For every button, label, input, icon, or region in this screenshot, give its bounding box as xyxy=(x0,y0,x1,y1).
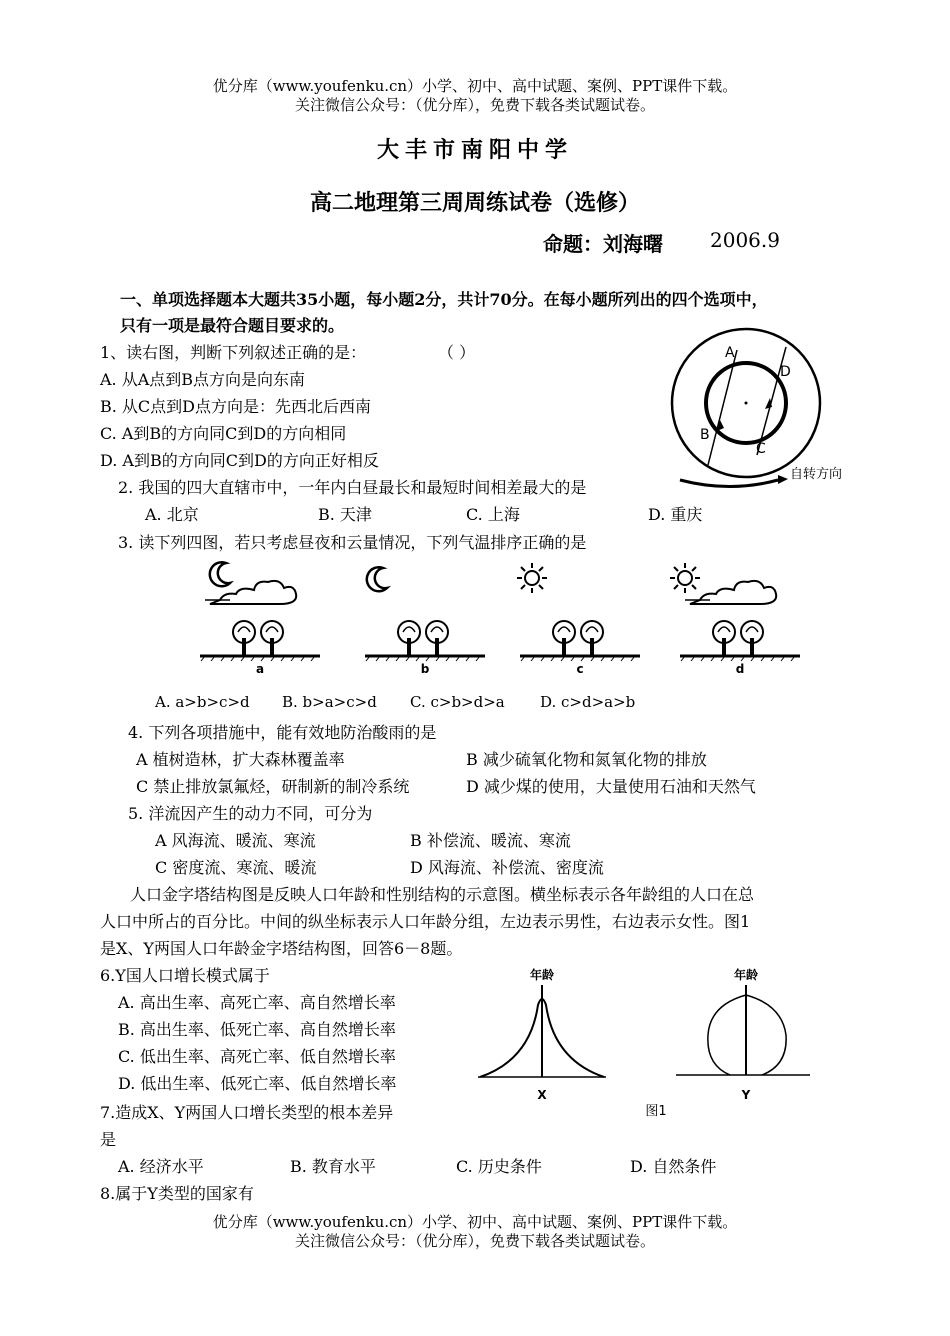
school-title: 大丰市南阳中学 xyxy=(376,137,573,163)
q7-option-d: D. 自然条件 xyxy=(630,1157,717,1176)
q7-option-a: A. 经济水平 xyxy=(118,1157,204,1176)
passage-line-3: 是X、Y两国人口年龄金字塔结构图，回答6－8题。 xyxy=(100,939,463,958)
q5-stem: 5. 洋流因产生的动力不同，可分为 xyxy=(128,804,373,823)
q3-option-d: D. c>d>a>b xyxy=(540,693,636,711)
q7-option-c: C. 历史条件 xyxy=(456,1157,542,1176)
q2-stem: 2. 我国的四大直辖市中，一年内白昼最长和最短时间相差最大的是 xyxy=(118,478,587,497)
q4-stem: 4. 下列各项措施中，能有效地防治酸雨的是 xyxy=(128,723,437,742)
q8-stem: 8.属于Y类型的国家有 xyxy=(100,1184,254,1203)
q7-stem-line-1: 7.造成X、Y两国人口增长类型的根本差异 xyxy=(100,1103,394,1122)
q3-stem: 3. 读下列四图，若只考虑昼夜和云量情况，下列气温排序正确的是 xyxy=(118,533,587,552)
svg-text:b: b xyxy=(420,662,430,676)
fig1-caption: 图1 xyxy=(645,1104,667,1119)
weather-figure-a xyxy=(200,562,320,676)
y-age-label: 年龄 xyxy=(733,968,759,982)
weather-figure-c xyxy=(517,563,640,676)
fig1-population-pyramids xyxy=(470,965,830,1125)
q5-option-b: B 补偿流、暖流、寒流 xyxy=(410,831,571,850)
x-label: X xyxy=(537,1088,547,1102)
point-b-label: B xyxy=(700,427,710,443)
q4-option-c: C 禁止排放氯氟烃，研制新的制冷系统 xyxy=(136,777,410,796)
q4-option-a: A 植树造林，扩大森林覆盖率 xyxy=(136,750,345,769)
header-line-2: 关注微信公众号：（优分库），免费下载各类试题试卷。 xyxy=(294,96,655,114)
passage-line-1: 人口金字塔结构图是反映人口年龄和性别结构的示意图。横坐标表示各年龄组的人口在总 xyxy=(130,885,755,904)
q2-option-b: B. 天津 xyxy=(318,505,372,524)
q3-option-b: B. b>a>c>d xyxy=(282,693,377,711)
q5-option-d: D 风海流、补偿流、密度流 xyxy=(410,858,604,877)
q7-option-b: B. 教育水平 xyxy=(290,1157,376,1176)
q5-option-c: C 密度流、寒流、暖流 xyxy=(155,858,317,877)
q6-stem: 6.Y国人口增长模式属于 xyxy=(100,966,270,985)
section-1-line-2: 只有一项是最符合题目要求的。 xyxy=(120,316,345,335)
q2-option-d: D. 重庆 xyxy=(648,505,703,524)
svg-text:c: c xyxy=(576,662,584,676)
passage-line-2: 人口中所占的百分比。中间的纵坐标表示人口年龄分组，左边表示男性，右边表示女性。图1 xyxy=(100,912,751,931)
footer-line-2: 关注微信公众号：（优分库），免费下载各类试题试卷。 xyxy=(294,1232,655,1250)
point-a-label: A xyxy=(725,345,735,361)
footer-line-1: 优分库（www.youfenku.cn）小学、初中、高中试题、案例、PPT课件下载。 xyxy=(212,1213,738,1231)
author: 命题：刘海曙 xyxy=(543,232,663,256)
exam-date: 2006.9 xyxy=(710,228,780,252)
q1-option-c: C. A到B的方向同C到D的方向相同 xyxy=(100,424,347,443)
q6-option-c: C. 低出生率、高死亡率、低自然增长率 xyxy=(118,1047,396,1066)
q1-stem: 1、读右图，判断下列叙述正确的是： xyxy=(100,343,367,362)
exam-title: 高二地理第三周周练试卷（选修） xyxy=(309,190,640,216)
q1-answer-paren: （ ） xyxy=(438,343,476,362)
q4-option-b: B 减少硫氧化物和氮氧化物的排放 xyxy=(466,750,707,769)
weather-figure-b xyxy=(365,567,485,676)
x-age-label: 年龄 xyxy=(529,968,555,982)
q7-stem-line-2: 是 xyxy=(100,1130,117,1149)
q1-rotation-figure xyxy=(660,325,860,495)
q1-option-b: B. 从C点到D点方向是：先西北后西南 xyxy=(100,397,372,416)
point-c-label: C xyxy=(756,441,766,457)
q6-option-d: D. 低出生率、低死亡率、低自然增长率 xyxy=(118,1074,397,1093)
svg-text:a: a xyxy=(255,662,265,676)
weather-figure-d xyxy=(670,563,800,676)
q3-option-a: A. a>b>c>d xyxy=(155,693,250,711)
section-1-line-1: 一、单项选择题本大题共35小题，每小题2分，共计70分。在每小题所列出的四个选项中， xyxy=(120,290,768,309)
q5-option-a: A 风海流、暖流、寒流 xyxy=(155,831,316,850)
rotation-label: 自转方向 xyxy=(790,467,843,482)
y-label: Y xyxy=(741,1088,751,1102)
q6-option-b: B. 高出生率、低死亡率、高自然增长率 xyxy=(118,1020,396,1039)
header-line-1: 优分库（www.youfenku.cn）小学、初中、高中试题、案例、PPT课件下载。 xyxy=(212,77,738,95)
q4-option-d: D 减少煤的使用，大量使用石油和天然气 xyxy=(466,777,756,796)
svg-text:d: d xyxy=(735,662,745,676)
q2-option-c: C. 上海 xyxy=(466,505,520,524)
q3-option-c: C. c>b>d>a xyxy=(410,693,505,711)
point-d-label: D xyxy=(780,364,791,380)
q6-option-a: A. 高出生率、高死亡率、高自然增长率 xyxy=(118,993,396,1012)
q2-option-a: A. 北京 xyxy=(145,505,199,524)
q1-option-a: A. 从A点到B点方向是向东南 xyxy=(100,370,306,389)
q1-option-d: D. A到B的方向同C到D的方向正好相反 xyxy=(100,451,379,470)
q3-weather-figures xyxy=(195,560,785,680)
